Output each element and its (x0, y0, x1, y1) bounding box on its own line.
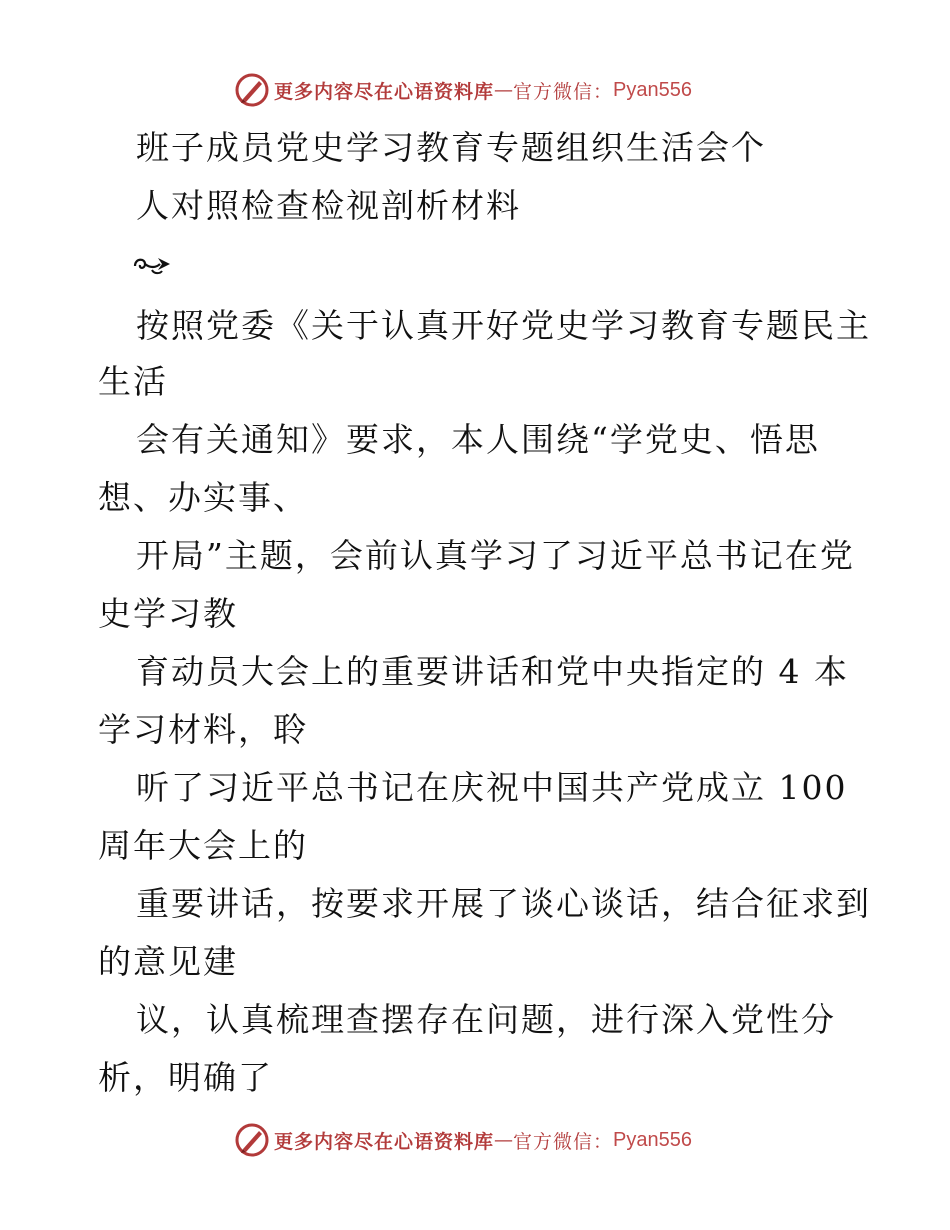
pen-logo-icon (234, 72, 270, 108)
body-line: 议，认真梳理查摆存在问题，进行深入党性分 (136, 1000, 836, 1039)
body-line: 听了习近平总书记在庆祝中国共产党成立 100 (136, 768, 848, 807)
body-line: 周年大会上的 (98, 826, 308, 865)
banner-dash: — (494, 79, 514, 101)
footer-banner (234, 1120, 692, 1160)
body-line: 学习材料，聆 (98, 710, 308, 749)
body-line: 会有关通知》要求，本人围绕“学党史、悟思 (136, 420, 820, 459)
banner-wechat-id: Pyan556 (613, 1128, 692, 1151)
banner-site-text: 更多内容尽在心语资料库 (274, 1130, 495, 1153)
document-title-line-1: 班子成员党史学习教育专题组织生活会个 (136, 128, 766, 167)
banner-wechat-id: Pyan556 (613, 78, 692, 101)
banner-dash: — (494, 1129, 514, 1151)
body-line: 育动员大会上的重要讲话和党中央指定的 4 本 (136, 652, 849, 691)
document-title-line-2: 人对照检查检视剖析材料 (136, 186, 521, 225)
flourish-ornament-icon (132, 252, 174, 276)
body-line: 析，明确了 (98, 1058, 273, 1097)
body-line: 重要讲话，按要求开展了谈心谈话，结合征求到 (136, 884, 871, 923)
body-line: 史学习教 (98, 594, 238, 633)
body-line: 的意见建 (98, 942, 238, 981)
header-banner (234, 70, 692, 110)
banner-site-text: 更多内容尽在心语资料库 (274, 80, 495, 103)
body-line: 想、办实事、 (98, 478, 308, 517)
banner-official-text: 官方微信： (513, 1130, 614, 1153)
pen-logo-icon (234, 1122, 270, 1158)
body-line: 按照党委《关于认真开好党史学习教育专题民主 (136, 306, 871, 345)
body-line: 开局”主题，会前认真学习了习近平总书记在党 (136, 536, 855, 575)
body-line: 生活 (98, 362, 168, 401)
banner-official-text: 官方微信： (513, 80, 614, 103)
